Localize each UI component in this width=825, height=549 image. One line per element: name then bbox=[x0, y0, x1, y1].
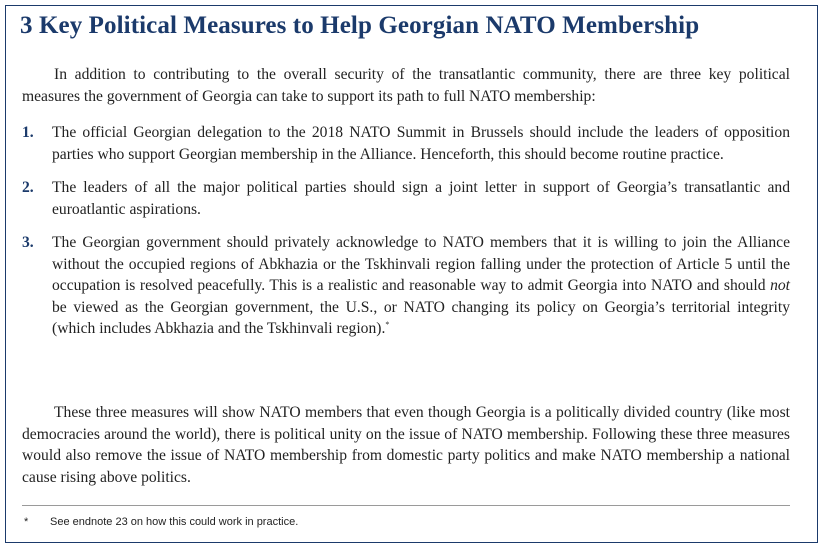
intro-paragraph: In addition to contributing to the overall security of the transatlantic community, there are three key political measures the government of Georgia can take to support its path to full NATO membership: bbox=[22, 66, 790, 105]
measure-text bbox=[52, 234, 790, 337]
measure-item-1 bbox=[22, 122, 790, 165]
closing-paragraph: These three measures will show NATO members that even though Georgia is a politically divided country (like most democracies around the world), there is political unity on the issue of NATO membership. Following these three measures would also remove the issue of NATO membership from domestic party politics and make NATO membership a national cause rising above politics. bbox=[22, 404, 790, 486]
measure-number: 3. bbox=[22, 234, 34, 251]
measure-item-3 bbox=[22, 232, 790, 340]
measure-item-2 bbox=[22, 177, 790, 220]
measure-text-part: be viewed as the Georgian government, the U.S., or NATO changing its policy on Georgia’s territorial integrity (which includes Abkhazia and the Tskhinvali region). bbox=[52, 298, 790, 337]
box-title: 3 Key Political Measures to Help Georgian NATO Membership bbox=[20, 12, 700, 39]
measure-text: The official Georgian delegation to the 2018 NATO Summit in Brussels should include the leaders of opposition parties who support Georgian membership in the Alliance. Henceforth, this should become routine practice. bbox=[52, 124, 790, 163]
footnote bbox=[24, 516, 298, 528]
measure-text-part: The Georgian government should privately acknowledge to NATO members that it is willing to join the Alliance without the occupied regions of Abkhazia or the Tskhinvali region falling under the protection of Article 5 until the occupation is resolved peacefully. This is a realistic and reasonable way to admit Georgia into NATO and should bbox=[52, 234, 790, 294]
measure-number: 1. bbox=[22, 124, 34, 141]
footnote-text: See endnote 23 on how this could work in practice. bbox=[50, 516, 299, 528]
measure-text: The leaders of all the major political parties should sign a joint letter in support of Georgia’s transatlantic and euroatlantic aspirations. bbox=[52, 179, 790, 218]
footnote-mark: * bbox=[24, 516, 29, 528]
footnote-reference[interactable]: * bbox=[385, 319, 390, 329]
emphasis-word: not bbox=[770, 277, 790, 294]
measures-list bbox=[22, 122, 790, 352]
measure-number: 2. bbox=[22, 179, 34, 196]
footnote-divider bbox=[22, 505, 790, 506]
